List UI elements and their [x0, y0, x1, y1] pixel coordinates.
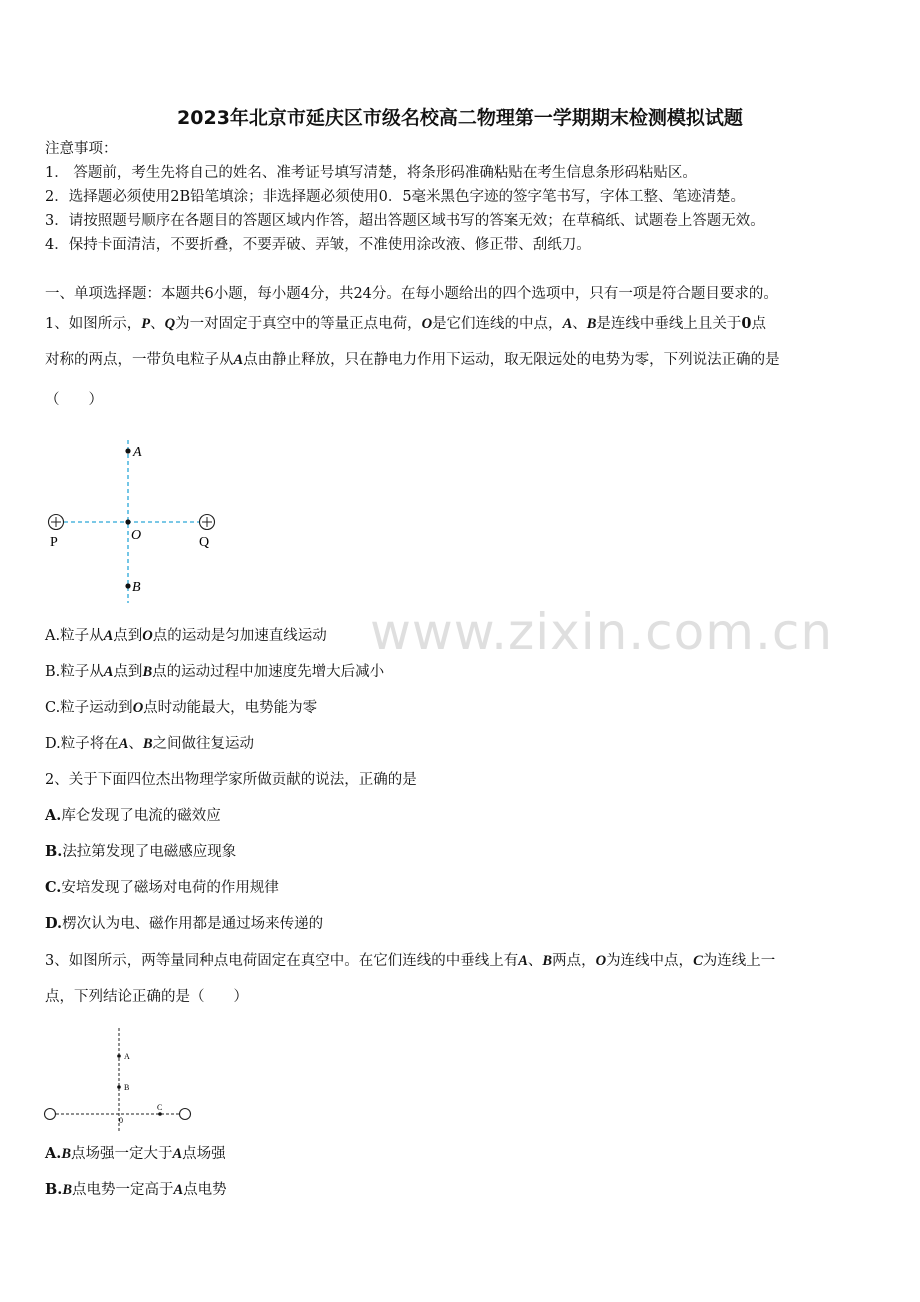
label-o: 0 [119, 1116, 123, 1125]
page-title: 2023年北京市延庆区市级名校高二物理第一学期期末检测模拟试题 [177, 107, 743, 129]
q3-option-b: B.B点电势一定高于A点电势 [45, 1181, 227, 1198]
label-b: B [124, 1083, 130, 1092]
q1-figure [40, 435, 230, 605]
q2-option-a: A.库仑发现了电流的磁效应 [45, 807, 221, 824]
label-b: B [132, 580, 141, 595]
label-c: C [157, 1103, 163, 1112]
point-o-dot [125, 519, 130, 524]
charge-left [45, 1109, 56, 1120]
point-b-dot [125, 583, 130, 588]
q2-option-b: B.法拉第发现了电磁感应现象 [45, 843, 237, 860]
point-b-dot [117, 1085, 121, 1089]
point-a-dot [117, 1054, 121, 1058]
q3-figure [40, 1025, 195, 1135]
q1-option-b: B.粒子从A点到B点的运动过程中加速度先增大后减小 [45, 664, 385, 680]
q1-answer-blank: （ ） [45, 392, 103, 408]
q2-option-c: C.安培发现了磁场对电荷的作用规律 [45, 879, 279, 896]
charge-q [200, 515, 215, 530]
point-c-dot [158, 1112, 162, 1116]
label-a: A [133, 445, 142, 460]
notice-item-2: 2．选择题必须使用2B铅笔填涂；非选择题必须使用0．5毫米黑色字迹的签字笔书写，字体工整、笔迹清楚。 [45, 189, 746, 205]
notice-heading: 注意事项： [45, 141, 118, 157]
q1-option-c: C.粒子运动到O点时动能最大，电势能为零 [45, 700, 318, 716]
label-o: O [131, 528, 142, 543]
label-a: A [124, 1052, 130, 1061]
notice-item-4: 4．保持卡面清洁，不要折叠，不要弄破、弄皱，不准使用涂改液、修正带、刮纸刀。 [45, 237, 591, 253]
q1-stem-line1: 1、如图所示，P、Q为一对固定于真空中的等量正点电荷，O是它们连线的中点，A、B是连线中垂线上且关于0点 [45, 315, 766, 332]
q1-option-a: A.粒子从A点到O点的运动是匀加速直线运动 [45, 628, 327, 644]
label-p: P [50, 535, 58, 550]
q2-stem: 2、关于下面四位杰出物理学家所做贡献的说法，正确的是 [45, 772, 417, 788]
q3-stem-line1: 3、如图所示，两等量同种点电荷固定在真空中。在它们连线的中垂线上有A、B两点，O为连线中点，C为连线上一 [45, 953, 776, 969]
q2-option-d: D.楞次认为电、磁作用都是通过场来传递的 [45, 915, 324, 932]
notice-item-3: 3．请按照题号顺序在各题目的答题区域内作答，超出答题区域书写的答案无效；在草稿纸、试题卷上答题无效。 [45, 213, 765, 229]
q3-stem-line2: 点，下列结论正确的是（ ） [45, 989, 248, 1005]
label-q: Q [199, 535, 210, 550]
q1-option-d: D.粒子将在A、B之间做往复运动 [45, 736, 255, 752]
q1-stem-line2: 对称的两点，一带负电粒子从A点由静止释放，只在静电力作用下运动，取无限远处的电势为零，下列说法正确的是 [45, 352, 780, 368]
watermark: www.zixin.com.cn [370, 603, 834, 661]
point-a-dot [125, 448, 130, 453]
q3-option-a: A.B点场强一定大于A点场强 [45, 1145, 226, 1162]
notice-item-1: 1． 答题前，考生先将自己的姓名、准考证号填写清楚，将条形码准确粘贴在考生信息条形码粘贴区。 [45, 165, 697, 181]
charge-p [49, 515, 64, 530]
charge-right [180, 1109, 191, 1120]
section-heading: 一、单项选择题：本题共6小题，每小题4分，共24分。在每小题给出的四个选项中，只有一项是符合题目要求的。 [45, 286, 778, 302]
